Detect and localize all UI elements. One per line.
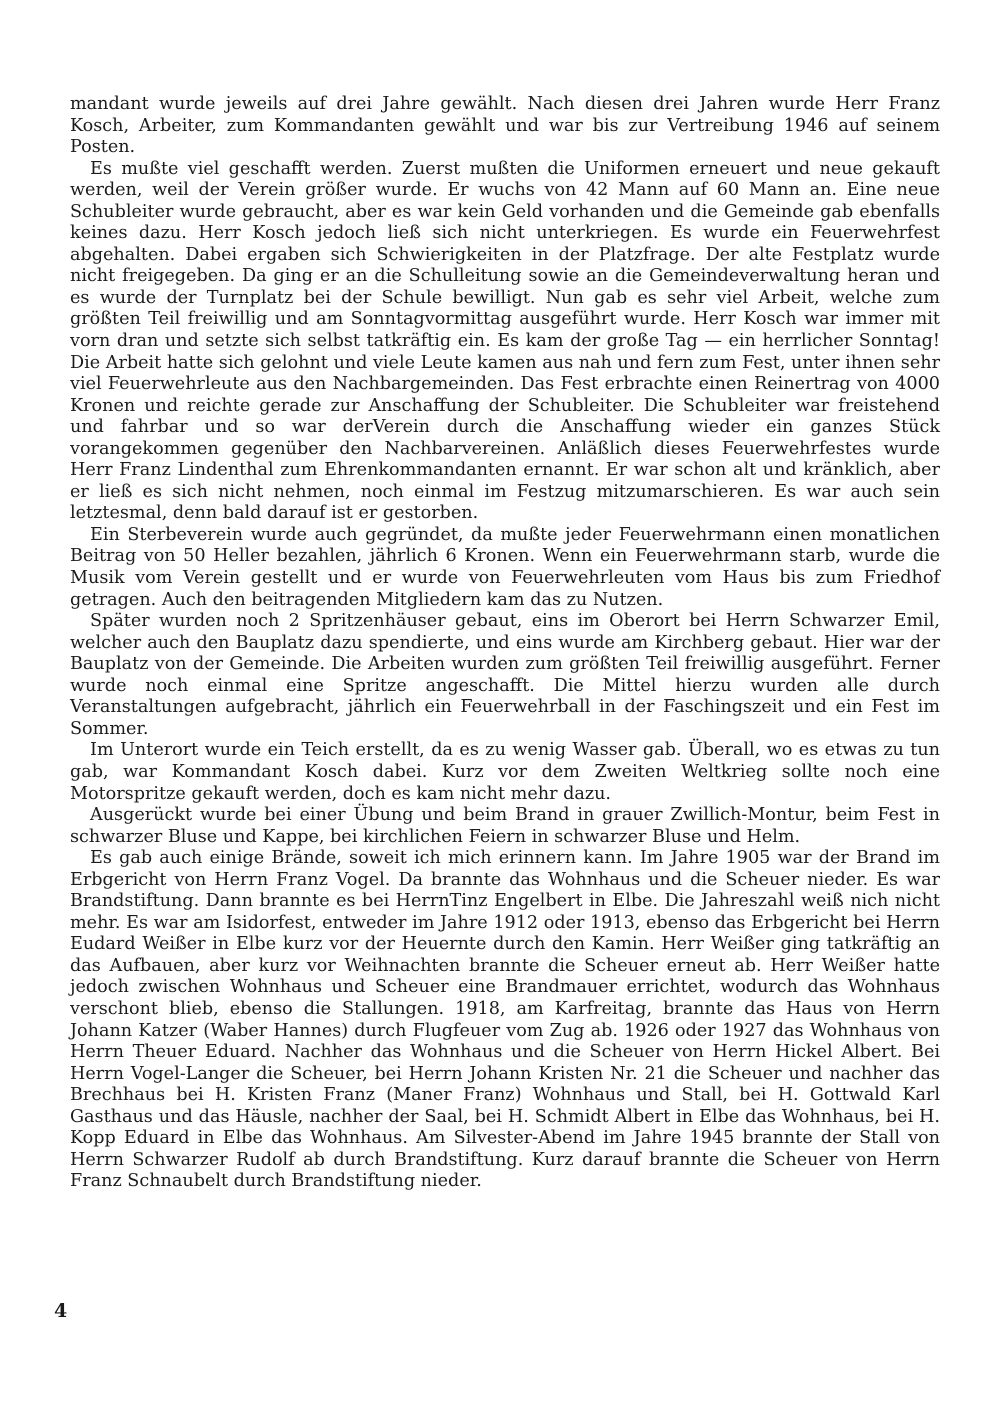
paragraph-braende: Es gab auch einige Brände, soweit ich mich erinnern kann. Im Jahre 1905 war der Brand im Erbgericht von Herrn Franz Vogel. Da brannte das Wohnhaus und die Scheuer nieder. Es war Brandstiftung. Dann brannte es bei HerrnTinz Engelbert in Elbe. Die Jahreszahl weiß nich nicht mehr. Es war am Isidorfest, entweder im Jahre 1912 oder 1913, ebenso das Erbgericht bei Herrn Eudard Weißer in Elbe kurz vor der Heuernte durch den Kamin. Herr Weißer ging tatkräftig an das Aufbauen, aber kurz vor Weihnachten brannte die Scheuer erneut ab. Herr Weißer hatte jedoch zwischen Wohnhaus und Scheuer eine Brandmauer errichtet, wodurch das Wohnhaus verschont blieb, ebenso die Stallungen. 1918, am Karfreitag, brannte das Haus von Herrn Johann Katzer (Waber Hannes) durch Flugfeuer vom Zug ab. 1926 oder 1927 das Wohnhaus von Herrn Theuer Eduard. Nachher das Wohnhaus und die Scheuer von Herrn Hickel Albert. Bei Herrn Vogel-Langer die Scheuer, bei Herrn Johann Kristen Nr. 21 die Scheuer und nachher das Brechhaus bei H. Kristen Franz (Maner Franz) Wohnhaus und Stall, bei H. Gottwald Karl Gasthaus und das Häusle, nachher der Saal, bei H. Schmidt Albert in Elbe das Wohnhaus, bei H. Kopp Eduard in Elbe das Wohnhaus. Am Silvester-Abend im Jahre 1945 brannte der Stall von Herrn Schwarzer Rudolf ab durch Brandstiftung. Kurz darauf brannte die Scheuer von Herrn Franz Schnaubelt durch Brandstiftung nieder. [70, 848, 940, 1192]
paragraph-uniforms-festival: Es mußte viel geschafft werden. Zuerst mußten die Uniformen erneuert und neue gekauft werden, weil der Verein größer wurde. Er wuchs von 42 Mann auf 60 Mann an. Eine neue Schubleiter wurde gebraucht, aber es war kein Geld vorhanden und die Gemeinde gab ebenfalls keines dazu. Herr Kosch jedoch ließ sich nicht unterkriegen. Es wurde ein Feuerwehrfest abgehalten. Dabei ergaben sich Schwierigkeiten in der Platzfrage. Der alte Festplatz wurde nicht freigegeben. Da ging er an die Schulleitung sowie an die Gemeindeverwaltung heran und es wurde der Turnplatz bei der Schule bewilligt. Nun gab es sehr viel Arbeit, welche zum größten Teil freiwillig und am Sonntagvormittag ausgeführt wurde. Herr Kosch war immer mit vorn dran und setzte sich selbst tatkräftig ein. Es kam der große Tag — ein herrlicher Sonntag! Die Arbeit hatte sich gelohnt und viele Leute kamen aus nah und fern zum Fest, unter ihnen sehr viel Feuerwehrleute aus den Nachbargemeinden. Das Fest erbrachte einen Reinertrag von 4000 Kronen und reichte gerade zur Anschaffung der Schubleiter. Die Schubleiter war freistehend und fahrbar und so war derVerein durch die Anschaffung wieder ein ganzes Stück vorangekommen gegenüber den Nachbarvereinen. Anläßlich dieses Feuerwehrfestes wurde Herr Franz Lindenthal zum Ehrenkommandanten ernannt. Er war schon alt und kränklich, aber er ließ es sich nicht nehmen, noch einmal im Festzug mitzumarschieren. Es war auch sein letztesmal, denn bald darauf ist er gestorben. [70, 158, 940, 524]
paragraph-uniform-dress: Ausgerückt wurde bei einer Übung und beim Brand in grauer Zwillich-Montur, beim Fest in schwarzer Bluse und Kappe, bei kirchlichen Feiern in schwarzer Bluse und Helm. [70, 805, 940, 847]
paragraph-continuation: mandant wurde jeweils auf drei Jahre gewählt. Nach diesen drei Jahren wurde Herr Franz Kosch, Arbeiter, zum Kommandanten gewählt und war bis zur Vertreibung 1946 auf seinem Posten. [70, 94, 940, 158]
document-body [70, 94, 940, 1193]
paragraph-teich: Im Unterort wurde ein Teich erstellt, da es zu wenig Wasser gab. Überall, wo es etwas zu tun gab, war Kommandant Kosch dabei. Kurz vor dem Zweiten Weltkrieg sollte noch eine Motorspritze gekauft werden, doch es kam nicht mehr dazu. [70, 740, 940, 804]
page-number: 4 [54, 1300, 68, 1322]
paragraph-sterbeverein: Ein Sterbeverein wurde auch gegründet, da mußte jeder Feuerwehrmann einen monatlichen Beitrag von 50 Heller bezahlen, jährlich 6 Kronen. Wenn ein Feuerwehrmann starb, wurde die Musik vom Verein gestellt und er wurde von Feuerwehrleuten vom Haus bis zum Friedhof getragen. Auch den beitragenden Mitgliedern kam das zu Nutzen. [70, 524, 940, 610]
paragraph-spritzenhaeuser: Später wurden noch 2 Spritzenhäuser gebaut, eins im Oberort bei Herrn Schwarzer Emil, welcher auch den Bauplatz dazu spendierte, und eins wurde am Kirchberg gebaut. Hier war der Bauplatz von der Gemeinde. Die Arbeiten wurden zum größten Teil freiwillig ausgeführt. Ferner wurde noch einmal eine Spritze angeschafft. Die Mittel hierzu wurden alle durch Veranstaltungen aufgebracht, jährlich ein Feuerwehrball in der Faschingszeit und ein Fest im Sommer. [70, 611, 940, 739]
